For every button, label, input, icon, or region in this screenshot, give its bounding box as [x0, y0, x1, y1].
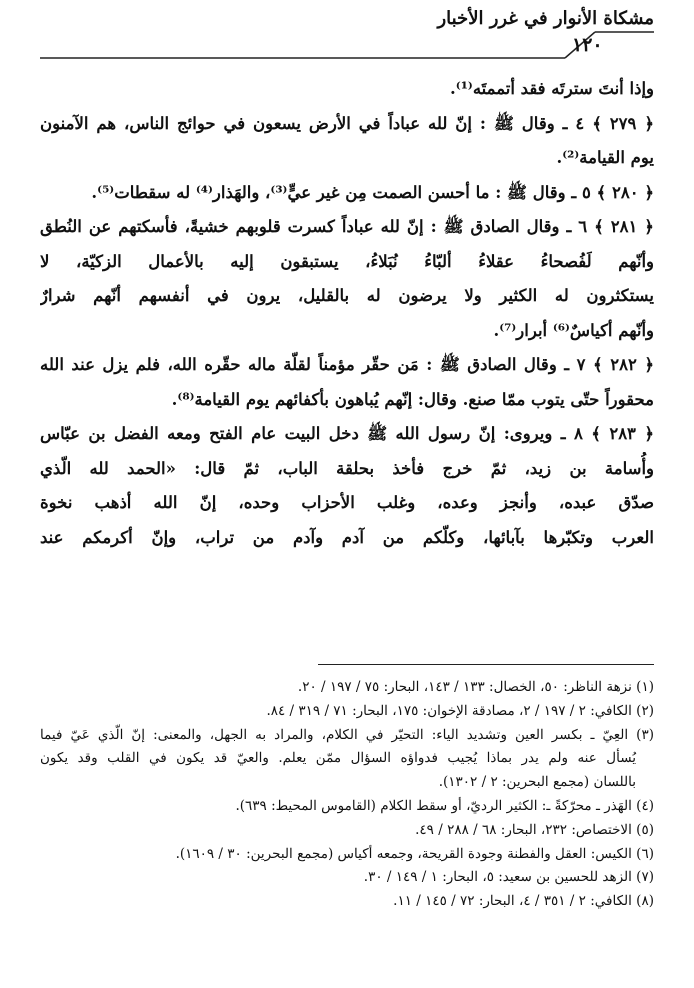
hadith-279: ﴿ ٢٧٩ ﴾ ٤ ـ وقال ﷺ : إنّ لله عباداً في الأرض يسعون في حوائج الناس، هم الآمنون: [40, 113, 654, 133]
hadith-283: ﴿ ٢٨٣ ﴾ ٨ ـ ويروى: إنّ رسول الله ﷺ دخل البيت عام الفتح ومعه الفضل بن عبّاس: [40, 424, 654, 443]
hadith-281: ﴿ ٢٨١ ﴾ ٦ ـ وقال الصادق ﷺ : إنّ لله عباداً كسرت قلوبهم خشيةً، فأسكتهم عن النُطق: [40, 217, 654, 236]
footnote-4: (٤) الهَذر ـ محرّكةً ـ: الكثير الرديّ، أو سقط الكلام (القاموس المحيط: ٦٣٩).: [235, 797, 654, 814]
footnote-divider: [318, 664, 654, 665]
footnote-3: (٣) العِيّ ـ بكسر العين وتشديد الياء: التحيّر في الكلام، والمراد به الجهل، والمعنى: إنّ الّذي عَيّ فيما: [40, 726, 654, 743]
footnote-5: (٥) الاختصاص: ٢٣٢، البحار: ٦٨ / ٢٨٨ / ٤٩.: [415, 821, 654, 838]
footnote-6: (٦) الكيس: العقل والفطنة وجودة القريحة، وجمعه أكياس (مجمع البحرين: ٣٠ / ١٦٠٩).: [175, 845, 654, 862]
body-line: يوم القيامة⁽²⁾.: [556, 148, 654, 167]
body-line: وإذا أنتَ سترتَه فقد أتممتَه⁽¹⁾.: [450, 79, 654, 98]
body-line: وأُسامة بن زيد، ثمّ خرج فأخذ بحلقة الباب، ثمّ قال: «الحمد لله الّذي: [40, 458, 654, 478]
footnote-1: (١) نزهة الناظر: ٥٠، الخصال: ١٣٣ / ١٤٣، البحار: ٧٥ / ١٩٧ / ٢٠.: [297, 679, 654, 695]
body-line: العرب وتكبّرها بآبائها، وكلّكم من آدم وآدم من تراب، وإنّ أكرمكم عند: [40, 527, 654, 547]
body-line: يستكثرون له الكثير ولا يرضون له بالقليل، يرون في أنفسهم أنّهم شرارٌ: [40, 286, 654, 305]
footnote-3-cont: يُسأل عنه ولم يدر بماذا يُجيب فدواؤه السؤال ممّن يعلم. والعيّ قد يكون في القلب وقد يكون: [40, 750, 636, 767]
hadith-280: ﴿ ٢٨٠ ﴾ ٥ ـ وقال ﷺ : ما أحسن الصمت مِن غير عيٍّ⁽³⁾، والهَذار⁽⁴⁾ له سقطات⁽⁵⁾.: [91, 182, 654, 202]
body-text: [40, 72, 654, 555]
footnotes: [40, 676, 654, 914]
body-line: محقوراً حتّى يتوب ممّا صنع. وقال: إنّهم يُباهون بأكفائهم يوم القيامة⁽⁸⁾.: [171, 389, 654, 409]
page-header: [0, 0, 694, 70]
footnote-3-cont: باللسان (مجمع البحرين: ٢ / ١٣٠٢).: [438, 774, 636, 791]
body-line: وأنّهم لَفُصحاءُ عقلاءُ ألبّاءُ نُبَلاءُ، يستبقون إليه بالأعمال الزكيّة، لا: [40, 251, 654, 271]
body-line: وأنّهم أكياسٌ⁽⁶⁾ أبرار⁽⁷⁾.: [493, 320, 654, 340]
footnote-2: (٢) الكافي: ٢ / ١٩٧ / ٢، مصادقة الإخوان: ١٧٥، البحار: ٧١ / ٣١٩ / ٨٤.: [266, 702, 654, 719]
hadith-282: ﴿ ٢٨٢ ﴾ ٧ ـ وقال الصادق ﷺ : مَن حقّر مؤمناً لقلّة ماله حقّره الله، فلم يزل عند الله: [40, 355, 654, 374]
running-title: مشكاة الأنوار في غرر الأخبار: [437, 8, 654, 29]
footnote-7: (٧) الزهد للحسين بن سعيد: ٥، البحار: ١ / ١٤٩ / ٣٠.: [363, 869, 654, 886]
page-number: ١٢٠: [572, 34, 603, 56]
body-line: صدّق عبده، وأنجز وعده، وغلب الأحزاب وحده، إنّ الله أذهب نخوة: [40, 493, 654, 512]
footnote-8: (٨) الكافي: ٢ / ٣٥١ / ٤، البحار: ٧٢ / ١٤٥ / ١١.: [393, 893, 654, 910]
